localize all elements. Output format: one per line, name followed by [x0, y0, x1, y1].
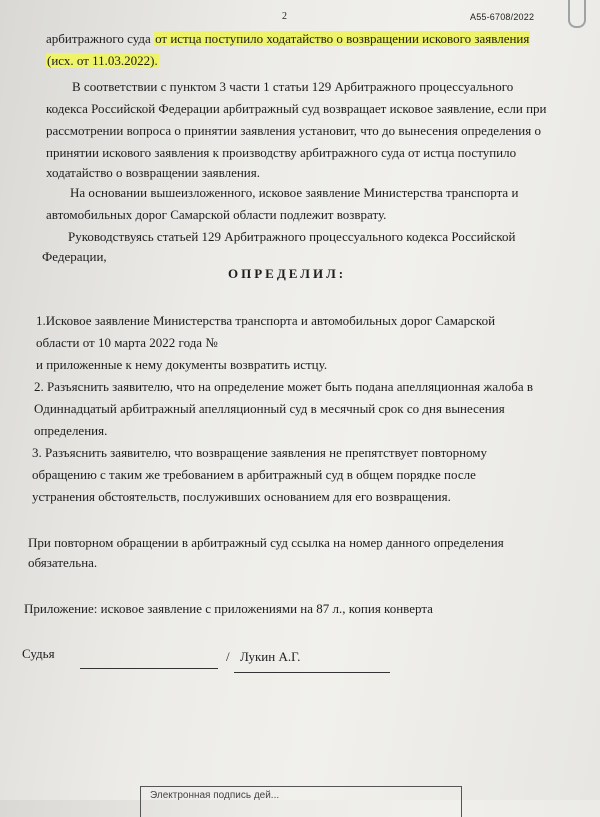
highlighted-text: (исх. от 11.03.2022). [47, 53, 158, 68]
signature-slash: / [226, 649, 230, 664]
decision-line: и приложенные к нему документы возвратить истцу. [36, 357, 328, 372]
paragraph-line: Руководствуясь статьей 129 Арбитражного процессуального кодекса Российской [68, 229, 516, 244]
paragraph-line: кодекса Российской Федерации арбитражный суд возвращает исковое заявление, если при [46, 101, 547, 116]
highlighted-text: от истца поступило ходатайство о возвращении искового заявления [155, 31, 530, 46]
paragraph-line [46, 30, 530, 47]
decision-line: определения. [34, 423, 108, 438]
name-underline [234, 672, 390, 673]
decision-line: 2. Разъяснить заявителю, что на определение может быть подана апелляционная жалоба в [34, 379, 533, 394]
decision-line: области от 10 марта 2022 года № [36, 335, 218, 350]
decision-line: 1.Исковое заявление Министерства транспорта и автомобильных дорог Самарской [36, 313, 496, 328]
decision-line: устранения обстоятельств, послуживших основанием для его возвращения. [32, 489, 451, 504]
judge-name: Лукин А.Г. [240, 649, 301, 664]
decision-line: 3. Разъяснить заявителю, что возвращение заявления не препятствует повторному [32, 445, 488, 460]
paragraph-line [46, 52, 159, 69]
note-line: При повторном обращении в арбитражный суд ссылка на номер данного определения [28, 535, 504, 550]
attachment-line: Приложение: исковое заявление с приложениями на 87 л., копия конверта [24, 601, 433, 616]
paper-clip-icon [568, 0, 586, 28]
decision-line: Одиннадцатый арбитражный апелляционный суд в месячный срок со дня вынесения [34, 401, 505, 416]
case-number: А55-6708/2022 [470, 12, 535, 22]
paragraph-line: В соответствии с пунктом 3 части 1 статьи 129 Арбитражного процессуального [72, 79, 514, 94]
text-fragment: арбитражного суда [46, 31, 155, 46]
decision-line: обращению с таким же требованием в арбитражный суд в общем порядке после [32, 467, 476, 482]
signature-label: Судья [22, 646, 55, 661]
paragraph-line: Федерации, [42, 249, 107, 264]
paragraph-line: рассмотрении вопроса о принятии заявления установит, что до вынесения определения о [46, 123, 541, 138]
signature-line [80, 668, 218, 669]
paragraph-line: принятии искового заявления к производству арбитражного суда от истца поступило [46, 145, 517, 160]
paragraph-line: На основании вышеизложенного, исковое заявление Министерства транспорта и [70, 185, 519, 200]
note-line: обязательна. [28, 555, 98, 570]
page-number: 2 [282, 11, 287, 22]
decision-heading: ОПРЕДЕЛИЛ: [228, 266, 347, 281]
paragraph-line: автомобильных дорог Самарской области подлежит возврату. [46, 207, 387, 222]
stamp-text: Электронная подпись дей... [150, 790, 280, 801]
paragraph-line: ходатайство о возвращении заявления. [46, 165, 260, 180]
